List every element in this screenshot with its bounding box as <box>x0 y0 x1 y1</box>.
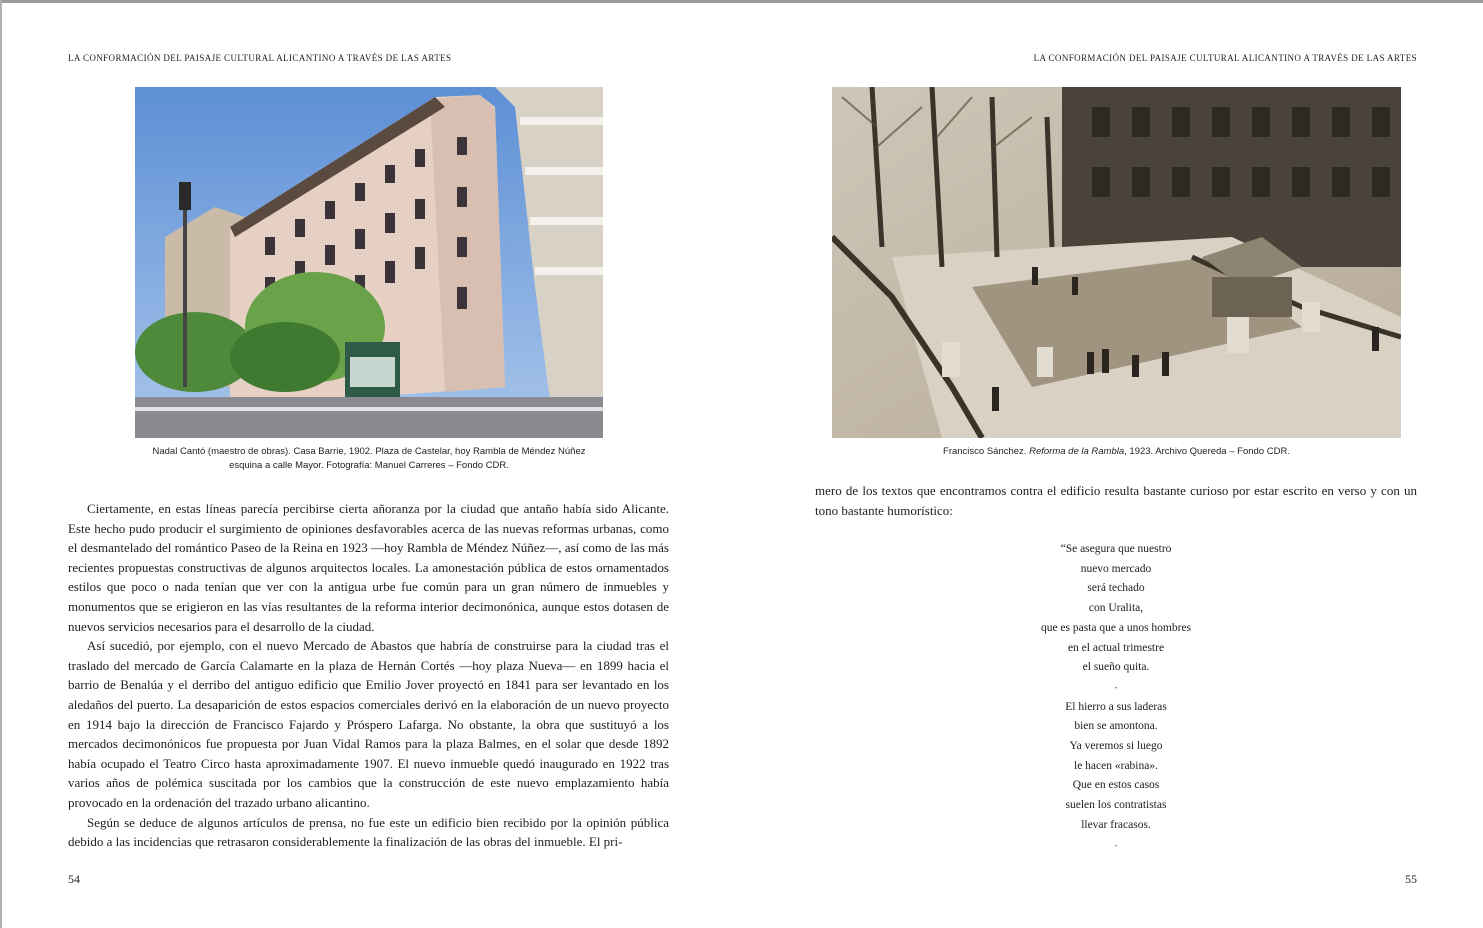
poem-line: El hierro a sus laderas <box>1065 700 1167 713</box>
caption-title: Reforma de la Rambla <box>1029 446 1125 457</box>
paragraph: Según se deduce de algunos artículos de prensa, no fue este un edificio bien recibido por la opinión pública debido a las incidencias que retrasaron considerablemente la finalización de las obras del inmueble. El pri- <box>68 814 669 850</box>
building-photo-illustration <box>135 87 603 438</box>
body-text-right <box>815 481 1417 520</box>
running-head-left: LA CONFORMACIÓN DEL PAISAJE CULTURAL ALICANTINO A TRAVÉS DE LAS ARTES <box>68 53 452 63</box>
poem-line: en el actual trimestre <box>1067 641 1165 654</box>
poem-line: Ya veremos si luego <box>1069 740 1163 753</box>
poem-line: bien se amontona. <box>1074 720 1158 733</box>
poem-line: que es pasta que a unos hombres <box>1040 621 1192 634</box>
poem-line: le hacen «rabina». <box>1074 759 1158 772</box>
caption-line: esquina a calle Mayor. Fotografía: Manuel Carreres – Fondo CDR. <box>229 460 509 471</box>
caption-prefix: Francisco Sánchez. <box>943 446 1030 457</box>
stanza-separator: - <box>1114 839 1118 850</box>
running-head-right: LA CONFORMACIÓN DEL PAISAJE CULTURAL ALICANTINO A TRAVÉS DE LAS ARTES <box>1033 53 1417 63</box>
poem-line: el sueño quita. <box>1082 661 1150 674</box>
paragraph: Ciertamente, en estas líneas parecía percibirse cierta añoranza por la ciudad que antaño había sido Alicante. Este hecho pudo producir el surgimiento de opiniones desfavorables acerca de las nuevas reformas urbanas, como el desmantelado del romántico Paseo de la Reina en 1923 —hoy Rambla de Méndez Núñez—, así como de las más recientes propuestas constructivas de algunos arquitectos locales. La amonestación pública de estos ornamentados estilos que poco o nada tenían que ver con la antigua urbe fue común para un gran número de inmuebles y monumentos que se erigieron en las vías resultantes de la reforma interior decimonónica, aunque estos dotasen de nuevos servicios necesarios para el desarrollo de la ciudad. <box>68 501 669 634</box>
poem-line: Que en estos casos <box>1072 779 1160 792</box>
page-number-left: 54 <box>68 872 80 886</box>
poem-line: nuevo mercado <box>1080 562 1152 575</box>
paragraph: Así sucedió, por ejemplo, con el nuevo Mercado de Abastos que habría de construirse para la ciudad tras el traslado del mercado de García Calamarte en la plaza de Hernán Cortés —hoy plaza Nueva— en 1899 hacia el barrio de Benalúa y el derribo del antiguo edificio que Emilio Jover proyectó en 1841 para ser levantado en los aledaños del puerto. La desaparición de estos espacios comerciales derivó en la elaboración de un nuevo proyecto en 1914 bajo la dirección de Francisco Fajardo y Próspero Lafarga. No obstante, la obra que sustituyó a los mercados decimonónicos fue propuesta por Juan Vidal Ramos para la plaza Balmes, en el solar que desde 1892 había ocupado el Teatro Circo hasta aproximadamente 1907. El nuevo inmueble quedó inaugurado en 1922 tras varios años de polémica suscitada por los cambios que la construcción de este nuevo emplazamiento había provocado en la ordenación del trazado urbano alicantino. <box>68 638 669 810</box>
rambla-reform-photo <box>832 87 1401 438</box>
figure-caption-left <box>135 445 603 473</box>
stanza-separator: - <box>1114 681 1118 692</box>
poem-line: con Uralita, <box>1088 602 1144 615</box>
casa-barrie-photo <box>135 87 603 438</box>
poem-line: llevar fracasos. <box>1081 818 1151 831</box>
caption-line: Nadal Cantó (maestro de obras). Casa Barrie, 1902. Plaza de Castelar, hoy Rambla de Méndez Núñez <box>152 446 586 457</box>
poem-quote <box>815 540 1417 855</box>
caption-suffix: , 1923. Archivo Quereda – Fondo CDR. <box>1124 446 1290 457</box>
figure-caption-right <box>832 445 1401 459</box>
poem-line: “Se asegura que nuestro <box>1060 543 1172 555</box>
poem-line: será techado <box>1087 582 1145 595</box>
right-page <box>741 0 1483 928</box>
historic-photo-illustration <box>832 87 1401 438</box>
paragraph: mero de los textos que encontramos contra el edificio resulta bastante curioso por estar escrito en verso y con un tono bastante humorístico: <box>815 483 1417 518</box>
left-page <box>2 0 741 928</box>
body-text-left <box>68 499 669 852</box>
page-number-right: 55 <box>1405 872 1417 886</box>
poem-line: suelen los contratistas <box>1065 799 1167 812</box>
